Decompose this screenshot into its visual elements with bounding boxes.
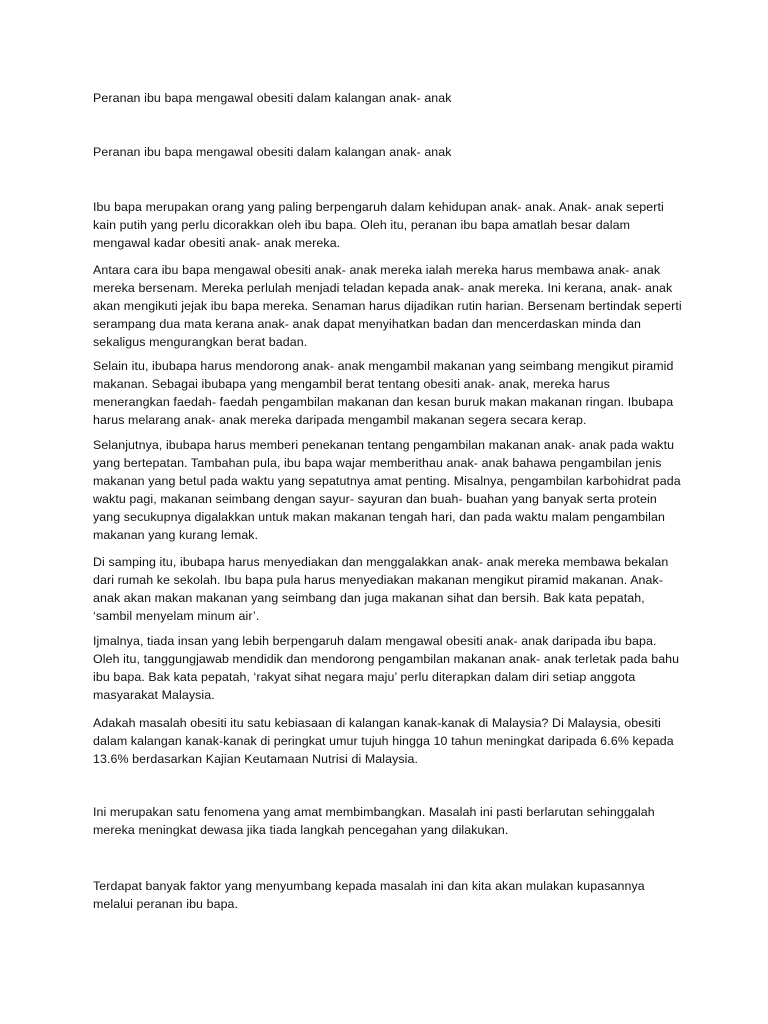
paragraph-exercise: Antara cara ibu bapa mengawal obesiti anak- anak mereka ialah mereka harus membawa anak- anak mereka bersenam. Mereka perlulah menjadi teladan kepada anak- anak mereka. Ini kerana, anak- anak akan mengikuti jejak ibu bapa mereka. Senaman harus dijadikan rutin harian. Bersenam bertindak seperti serampang dua mata kerana anak- anak dapat menyihatkan badan dan mencerdaskan minda dan sekaligus mengurangkan berat badan. xyxy=(93,263,682,349)
paragraph-introduction: Ibu bapa merupakan orang yang paling berpengaruh dalam kehidupan anak- anak. Anak- anak seperti kain putih yang perlu dicorakkan oleh ibu bapa. Oleh itu, peranan ibu bapa amatlah besar dalam mengawal kadar obesiti anak- anak mereka. xyxy=(93,200,664,250)
paragraph-factors: Terdapat banyak faktor yang menyumbang kepada masalah ini dan kita akan mulakan kupasannya melalui peranan ibu bapa. xyxy=(93,879,645,911)
paragraph-balanced-diet: Selain itu, ibubapa harus mendorong anak- anak mengambil makanan yang seimbang mengikut piramid makanan. Sebagai ibubapa yang mengambil berat tentang obesiti anak- anak, mereka harus menerangkan faedah- faedah pengambilan makanan dan kesan buruk makan makanan ringan. Ibubapa harus melarang anak- anak mereka daripada mengambil makanan segera secara kerap. xyxy=(93,359,674,427)
paragraph-meal-timing: Selanjutnya, ibubapa harus memberi penekanan tentang pengambilan makanan anak- anak pada waktu yang bertepatan. Tambahan pula, ibu bapa wajar memberithau anak- anak bahawa pengambilan jenis makanan yang betul pada waktu yang sepatutnya amat penting. Misalnya, pengambilan karbohidrat pada waktu pagi, makanan seimbang dengan sayur- sayuran dan buah- buahan yang banyak serta protein yang secukupnya digalakkan untuk makan makanan tengah hari, dan pada waktu malam pengambilan makanan yang kurang lemak. xyxy=(93,438,681,542)
paragraph-conclusion: Ijmalnya, tiada insan yang lebih berpengaruh dalam mengawal obesiti anak- anak daripada ibu bapa. Oleh itu, tanggungjawab mendidik dan mendorong pengambilan makanan anak- anak terletak pada bahu ibu bapa. Bak kata pepatah, ‘rakyat sihat negara maju’ perlu diterapkan dalam diri setiap anggota masyarakat Malaysia. xyxy=(93,634,680,702)
document-title: Peranan ibu bapa mengawal obesiti dalam kalangan anak- anak xyxy=(93,91,452,105)
document-subtitle: Peranan ibu bapa mengawal obesiti dalam kalangan anak- anak xyxy=(93,145,452,159)
paragraph-statistics: Adakah masalah obesiti itu satu kebiasaan di kalangan kanak-kanak di Malaysia? Di Malaysia, obesiti dalam kalangan kanak-kanak di peringkat umur tujuh hingga 10 tahun meningkat daripada 6.6% kepada 13.6% berdasarkan Kajian Keutamaan Nutrisi di Malaysia. xyxy=(93,716,674,766)
paragraph-packed-meals: Di samping itu, ibubapa harus menyediakan dan menggalakkan anak- anak mereka membawa bekalan dari rumah ke sekolah. Ibu bapa pula harus menyediakan makanan mengikut piramid makanan. Anak- anak akan makan makanan yang seimbang dan juga makanan sihat dan bersih. Bak kata pepatah, ‘sambil menyelam minum air’. xyxy=(93,555,669,623)
paragraph-concern: Ini merupakan satu fenomena yang amat membimbangkan. Masalah ini pasti berlarutan sehinggalah mereka meningkat dewasa jika tiada langkah pencegahan yang dilakukan. xyxy=(93,805,655,837)
